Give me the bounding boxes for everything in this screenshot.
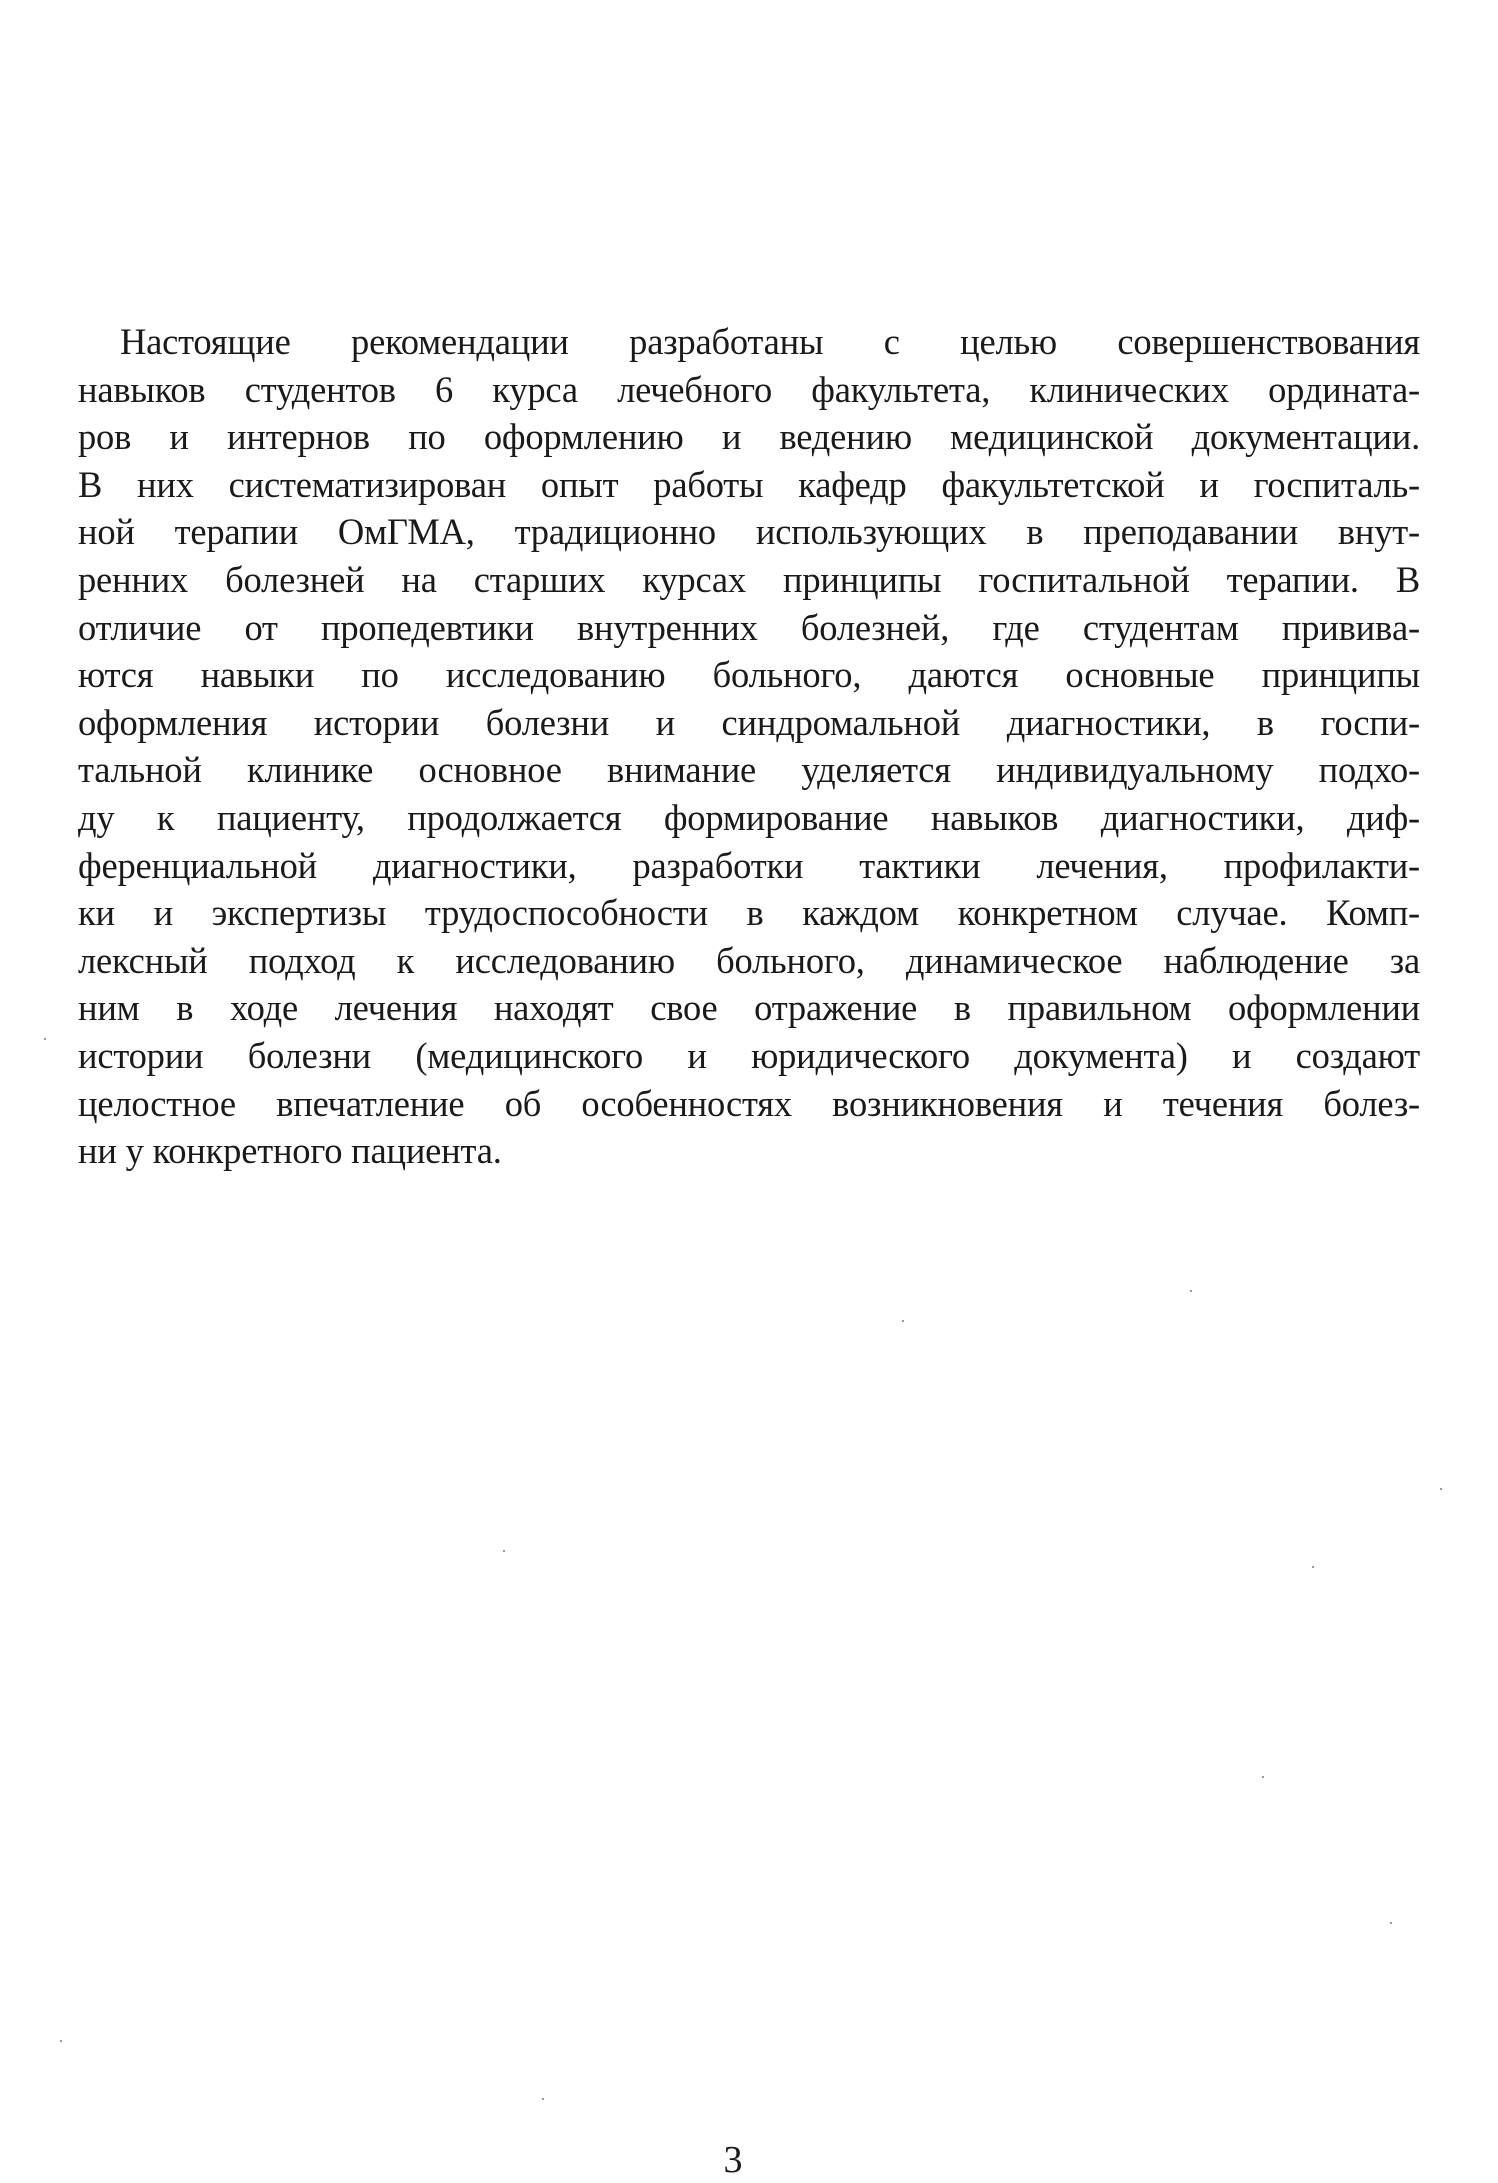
paragraph-line: навыков студентов 6 курса лечебного факультета, клинических ордината- [78, 368, 1420, 410]
paragraph-line: целостное впечатление об особенностях возникновения и течения болез- [78, 1082, 1420, 1124]
scan-speck [503, 1550, 505, 1552]
page-number: 3 [723, 2139, 743, 2181]
paragraph-line: ференциальной диагностики, разработки тактики лечения, профилакти- [78, 844, 1420, 886]
paragraph-line: ним в ходе лечения находят свое отражение в правильном оформлении [78, 987, 1420, 1029]
scan-speck [542, 2098, 544, 2100]
paragraph-line: тальной клинике основное внимание уделяется индивидуальному подхо- [78, 749, 1420, 791]
paragraph-line: ки и экспертизы трудоспособности в каждом конкретном случае. Комп- [78, 892, 1420, 934]
paragraph-line: ни у конкретного пациента. [78, 1130, 502, 1172]
scan-speck [60, 2040, 62, 2042]
scan-speck [1262, 1776, 1264, 1778]
paragraph-line: оформления истории болезни и синдромальной диагностики, в госпи- [78, 701, 1420, 743]
paragraph-line: В них систематизирован опыт работы кафедр факультетской и госпиталь- [78, 463, 1420, 505]
scan-speck [1390, 1922, 1392, 1924]
paragraph-line: ются навыки по исследованию больного, даются основные принципы [78, 654, 1420, 696]
scan-speck [902, 1320, 904, 1322]
paragraph-line: ров и интернов по оформлению и ведению медицинской документации. [78, 416, 1420, 458]
paragraph-line: ренних болезней на старших курсах принципы госпитальной терапии. В [78, 558, 1420, 600]
paragraph-line: Настоящие рекомендации разработаны с целью совершенствования [120, 321, 1420, 362]
paragraph-line: ной терапии ОмГМА, традиционно использующих в преподавании внут- [78, 511, 1420, 553]
paragraph-line: ду к пациенту, продолжается формирование навыков диагностики, диф- [78, 796, 1420, 838]
scan-speck [1312, 1566, 1314, 1568]
scan-speck [1190, 1290, 1192, 1292]
scan-speck [44, 1038, 46, 1040]
paragraph-line: отличие от пропедевтики внутренних болезней, где студентам прививa- [78, 606, 1420, 648]
paragraph-line: лексный подход к исследованию больного, динамическое наблюдение за [78, 939, 1420, 981]
paragraph-line: истории болезни (медицинского и юридического документа) и создают [78, 1034, 1420, 1076]
body-paragraph [78, 318, 1420, 1175]
scan-speck [1440, 1488, 1442, 1490]
